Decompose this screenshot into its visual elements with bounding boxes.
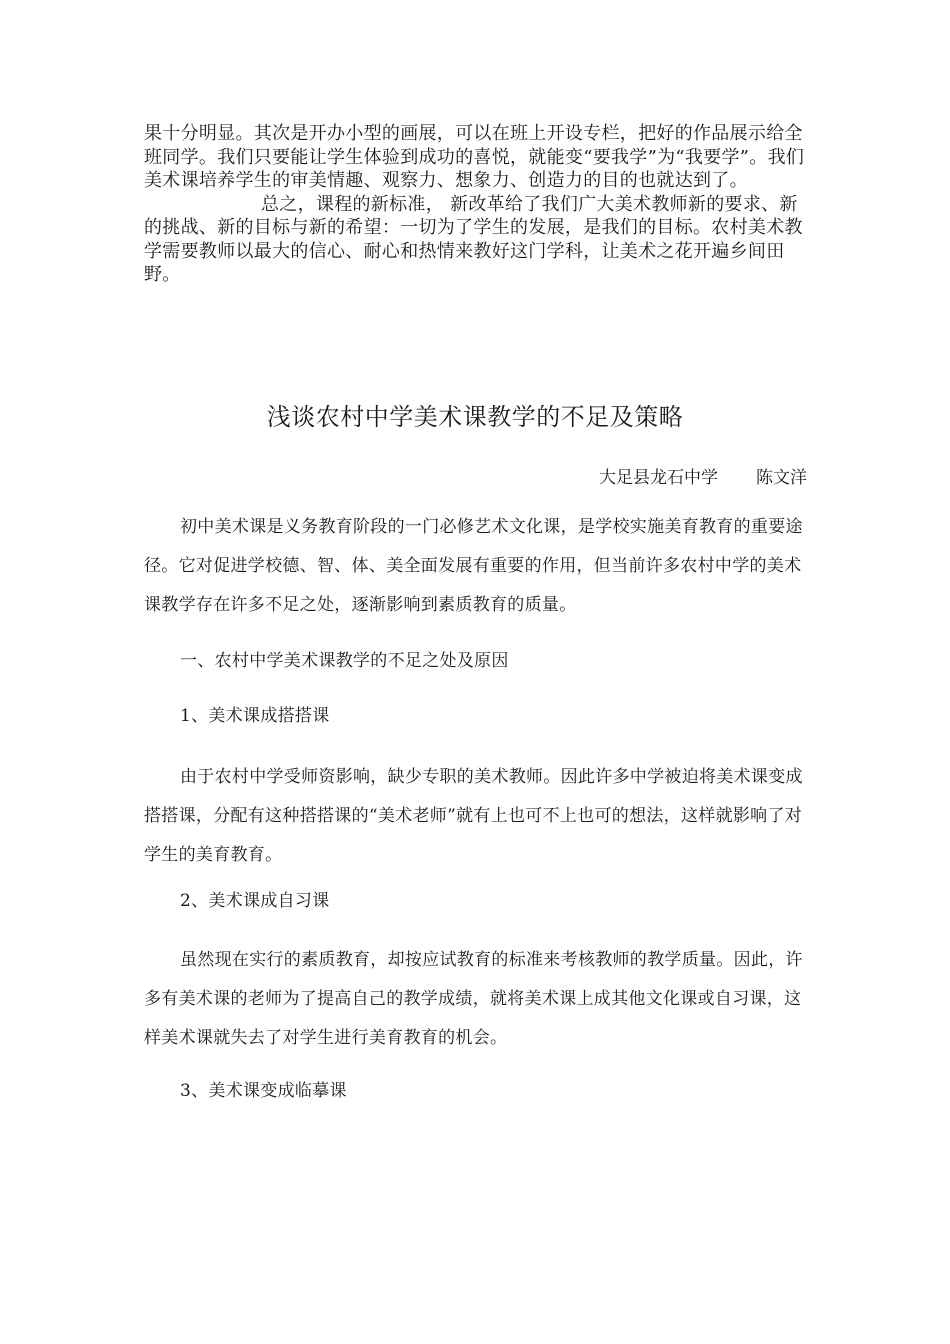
section-heading-1: 一、农村中学美术课教学的不足之处及原因 [180,651,509,671]
article-title: 浅谈农村中学美术课教学的不足及策略 [266,403,684,431]
item-heading-3: 3、美术课变成临摹课 [180,1081,347,1101]
item-2-body-block [144,941,807,1058]
item-1-body-block [144,758,807,875]
item-1-paragraph: 由于农村中学受师资影响，缺少专职的美术教师。因此许多中学被迫将美术课变成搭搭课，分配有这种搭搭课的“美术老师”就有上也可不上也可的想法，这样就影响了对学生的美育教育。 [144,767,803,865]
continuation-text [144,122,807,287]
item-2-paragraph: 虽然现在实行的素质教育，却按应试教育的标准来考核教师的教学质量。因此，许多有美术课的老师为了提高自己的教学成绩，就将美术课上成其他文化课或自习课，这样美术课就失去了对学生进行美育教育的机会。 [144,950,803,1048]
item-heading-2: 2、美术课成自习课 [180,891,330,911]
article-byline [599,466,807,490]
continuation-paragraph-1: 果十分明显。其次是开办小型的画展，可以在班上开设专栏，把好的作品展示给全班同学。我们只要能让学生体验到成功的喜悦，就能变“要我学”为“我要学”。我们美术课培养学生的审美情趣、观察力、想象力、创造力的目的也就达到了。 [144,123,805,191]
author-name: 陈文洋 [756,468,807,488]
author-school: 大足县龙石中学 [599,468,718,488]
intro-paragraph-block [144,508,807,625]
item-heading-1: 1、美术课成搭搭课 [180,706,330,726]
intro-paragraph: 初中美术课是义务教育阶段的一门必修艺术文化课，是学校实施美育教育的重要途径。它对促进学校德、智、体、美全面发展有重要的作用，但当前许多农村中学的美术课教学存在许多不足之处，逐渐影响到素质教育的质量。 [144,517,803,615]
continuation-paragraph-2: 总之，课程的新标准， 新改革给了我们广大美术教师新的要求、新的挑战、新的目标与新的希望：一切为了学生的发展，是我们的目标。农村美术教学需要教师以最大的信心、耐心和热情来教好这门学科，让美术之花开遍乡间田野。 [144,193,803,285]
